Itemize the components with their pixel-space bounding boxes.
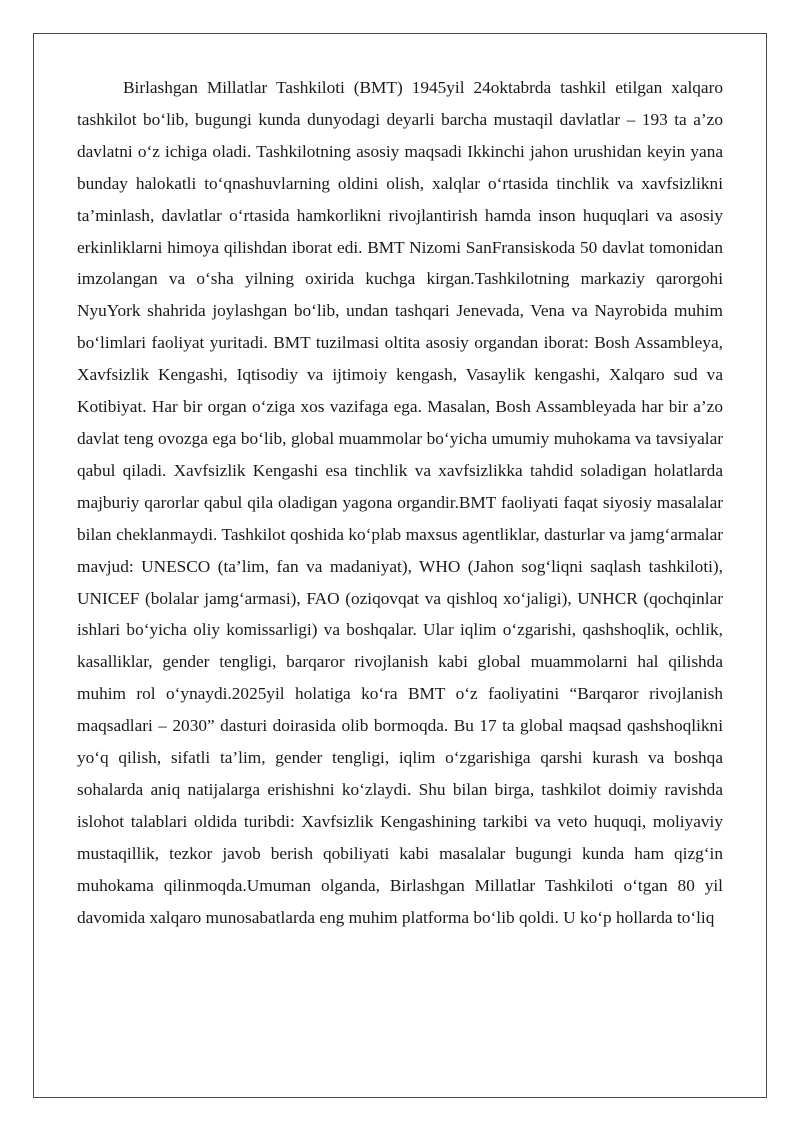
body-paragraph: Birlashgan Millatlar Tashkiloti (BMT) 1945yil 24oktabrda tashkil etilgan xalqaro tashkilot bo‘lib, bugungi kunda dunyodagi deyarli barcha mustaqil davlatlar – 193 ta a’zo davlatni o‘z ichiga oladi. Tashkilotning asosiy maqsadi Ikkinchi jahon urushidan keyin yana bunday halokatli to‘qnashuvlarning oldini olish, xalqlar o‘rtasida tinchlik va xavfsizlikni ta’minlash, davlatlar o‘rtasida hamkorlikni rivojlantirish hamda inson huquqlari va asosiy erkinliklarni himoya qilishdan iborat edi. BMT Nizomi SanFransiskoda 50 davlat tomonidan imzolangan va o‘sha yilning oxirida kuchga kirgan.Tashkilotning markaziy qarorgohi NyuYork shahrida joylashgan bo‘lib, undan tashqari Jenevada, Vena va Nayrobida muhim bo‘limlari faoliyat yuritadi. BMT tuzilmasi oltita asosiy organdan iborat: Bosh Assambleya, Xavfsizlik Kengashi, Iqtisodiy va ijtimoiy kengash, Vasaylik kengashi, Xalqaro sud va Kotibiyat. Har bir organ o‘ziga xos vazifaga ega. Masalan, Bosh Assambleyada har bir a’zo davlat teng ovozga ega bo‘lib, global muammolar bo‘yicha umumiy muhokama va tavsiyalar qabul qiladi. Xavfsizlik Kengashi esa tinchlik va xavfsizlikka tahdid soladigan holatlarda majburiy qarorlar qabul qila oladigan yagona organdir.BMT faoliyati faqat siyosiy masalalar bilan cheklanmaydi. Tashkilot qoshida ko‘plab maxsus agentliklar, dasturlar va jamg‘armalar mavjud: UNESCO (ta’lim, fan va madaniyat), WHO (Jahon sog‘liqni saqlash tashkiloti), UNICEF (bolalar jamg‘armasi), FAO (oziqovqat va qishloq xo‘jaligi), UNHCR (qochqinlar ishlari bo‘yicha oliy komissarligi) va boshqalar. Ular iqlim o‘zgarishi, qashshoqlik, ochlik, kasalliklar, gender tengligi, barqaror rivojlanish kabi global muammolarni hal qilishda muhim rol o‘ynaydi.2025yil holatiga ko‘ra BMT o‘z faoliyatini “Barqaror rivojlanish maqsadlari – 2030” dasturi doirasida olib bormoqda. Bu 17 ta global maqsad qashshoqlikni yo‘q qilish, sifatli ta’lim, gender tengligi, iqlim o‘zgarishiga qarshi kurash va boshqa sohalarda aniq natijalarga erishishni ko‘zlaydi. Shu bilan birga, tashkilot doimiy ravishda islohot talablari oldida turibdi: Xavfsizlik Kengashining tarkibi va veto huquqi, moliyaviy mustaqillik, tezkor javob berish qobiliyati kabi masalalar bugungi kunda ham qizg‘in muhokama qilinmoqda.Umuman olganda, Birlashgan Millatlar Tashkiloti o‘tgan 80 yil davomida xalqaro munosabatlarda eng muhim platforma bo‘lib qoldi. U ko‘p hollarda to‘liq xyxy=(77,78,723,927)
